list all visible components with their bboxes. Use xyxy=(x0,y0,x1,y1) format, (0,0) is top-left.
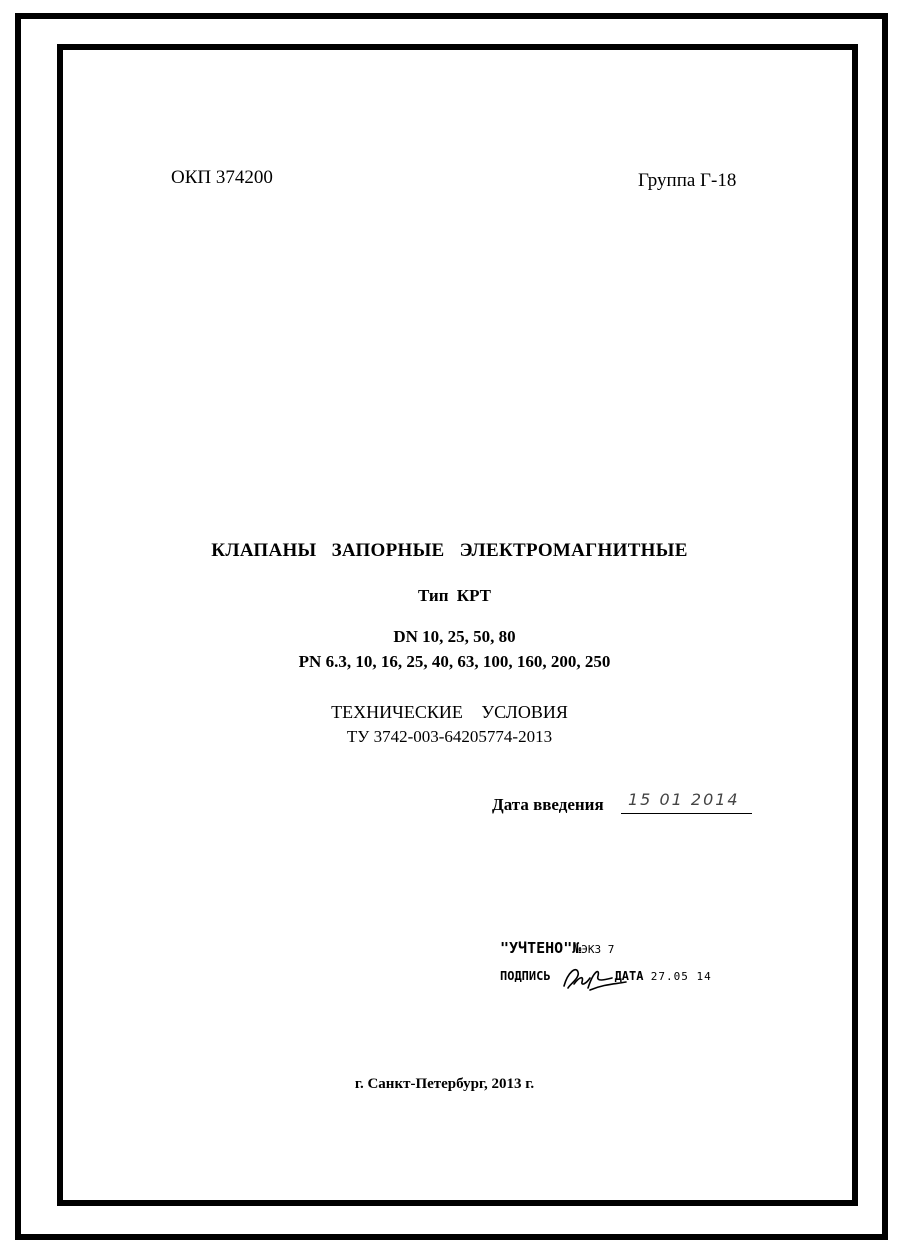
signature-icon xyxy=(560,962,630,994)
stamp-date-value: 27.05 14 xyxy=(650,970,712,983)
nominal-diameters: DN 10, 25, 50, 80 xyxy=(393,627,516,646)
signature-label: ПОДПИСЬ xyxy=(500,969,551,983)
city-year: г. Санкт-Петербург, 2013 г. xyxy=(354,1076,535,1092)
valve-type: Тип КРТ xyxy=(417,586,491,605)
intro-date-underline xyxy=(621,813,752,814)
intro-date-handwritten: 15 01 2014 xyxy=(628,790,740,809)
intro-date-label: Дата введения xyxy=(492,795,604,814)
technical-conditions-heading: ТЕХНИЧЕСКИЕ УСЛОВИЯ xyxy=(331,702,568,722)
nominal-pressures: PN 6.3, 10, 16, 25, 40, 63, 100, 160, 200, 250 xyxy=(298,652,611,671)
inner-frame xyxy=(57,44,858,1206)
accounted-stamp xyxy=(500,939,614,957)
accounted-stamp-label: "УЧТЕНО"№ xyxy=(500,939,582,957)
okp-code: ОКП 374200 xyxy=(171,167,273,188)
date-label: ДАТА xyxy=(614,969,644,983)
group-code: Группа Г-18 xyxy=(638,170,737,191)
copy-number: ЭКЗ 7 xyxy=(581,943,615,956)
document-title: КЛАПАНЫ ЗАПОРНЫЕ ЭЛЕКТРОМАГНИТНЫЕ xyxy=(211,540,688,561)
tu-number: ТУ 3742-003-64205774-2013 xyxy=(346,727,553,746)
